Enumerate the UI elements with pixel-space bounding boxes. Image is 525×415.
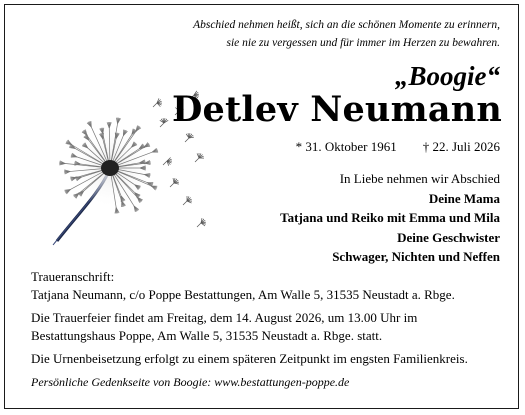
life-dates xyxy=(296,139,500,155)
deceased-name: Detlev Neumann xyxy=(172,89,502,130)
farewell-quote xyxy=(80,16,500,52)
obituary-frame xyxy=(4,4,519,409)
service-info xyxy=(31,268,521,396)
address-label: Traueranschrift: xyxy=(31,269,115,284)
mourner-line: Deine Mama xyxy=(428,190,500,206)
address-text: Tatjana Neumann, c/o Poppe Bestattungen, Am Walle 5, 31535 Neustadt a. Rbge. xyxy=(31,287,455,302)
birth-date: * 31. Oktober 1961 xyxy=(295,139,397,154)
mourner-line: Schwager, Nichten und Neffen xyxy=(332,249,500,264)
death-date: † 22. Juli 2026 xyxy=(422,139,500,154)
mourner-line: Tatjana und Reiko mit Emma und Mila xyxy=(280,210,500,225)
quote-line-2: sie nie zu vergessen und für immer im Herzen zu bewahren. xyxy=(226,37,500,49)
urn-text: Die Urnenbeisetzung erfolgt zu einem späteren Zeitpunkt im engsten Familienkreis. xyxy=(31,351,468,366)
memorial-page-text: Persönliche Gedenkseite von Boogie: www.bestattungen-poppe.de xyxy=(31,375,350,389)
mourner-line: Deine Geschwister xyxy=(397,229,500,245)
mourners-list xyxy=(280,169,500,267)
ceremony-text: Die Trauerfeier findet am Freitag, dem 14. August 2026, um 13.00 Uhr im Bestattungshaus Poppe, Am Walle 5, 31535 Neustadt a. Rbge. statt. xyxy=(31,310,418,343)
nickname: „Boogie“ xyxy=(395,61,500,91)
mourners-intro: In Liebe nehmen wir Abschied xyxy=(339,171,500,186)
quote-line-1: Abschied nehmen heißt, sich an die schönen Momente zu erinnern, xyxy=(193,19,500,31)
address-block xyxy=(31,268,521,304)
